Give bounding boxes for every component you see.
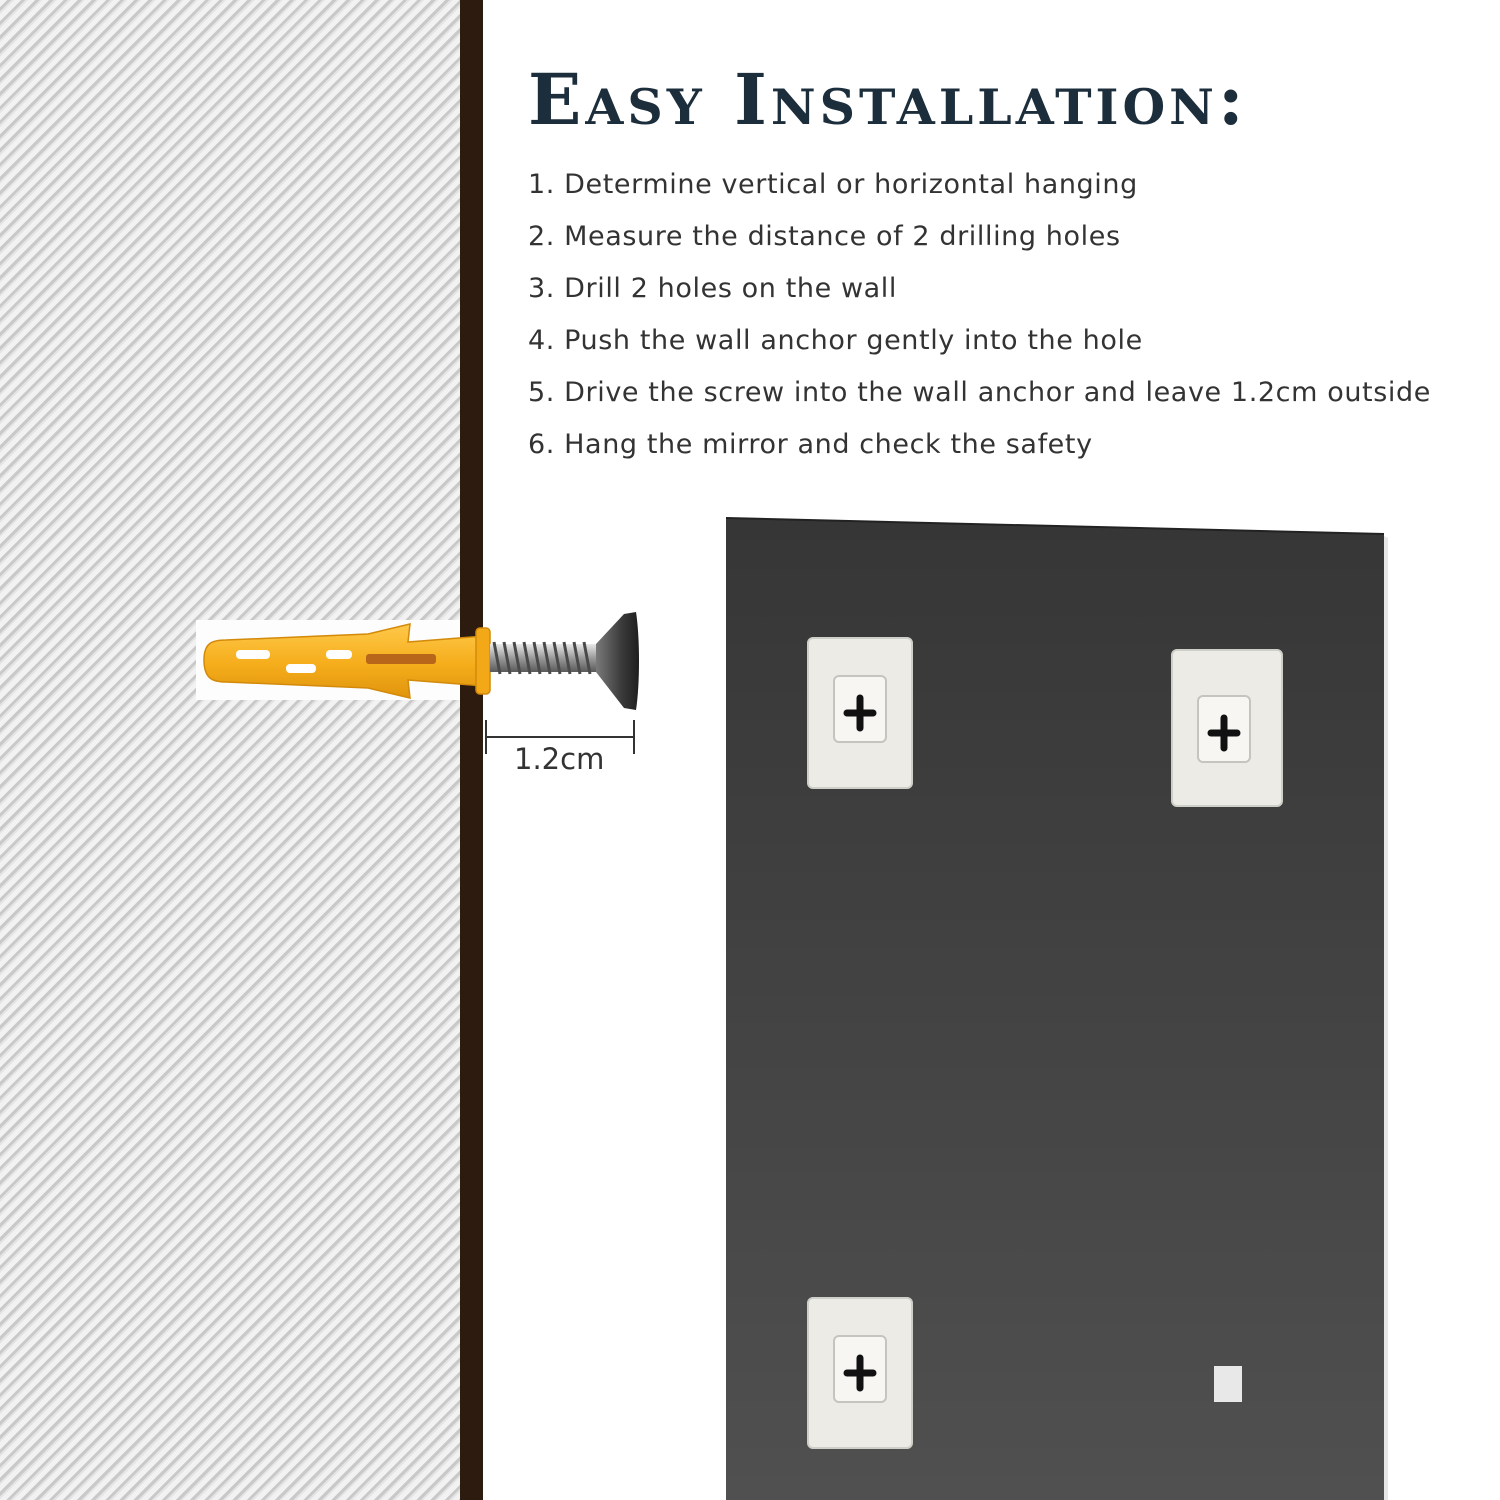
adhesive-pad-icon	[1214, 1366, 1242, 1402]
step-4: 4. Push the wall anchor gently into the hole	[528, 325, 1143, 356]
keyhole-hanger-icon	[1172, 650, 1282, 806]
keyhole-hanger-icon	[808, 1298, 912, 1448]
step-6: 6. Hang the mirror and check the safety	[528, 429, 1093, 460]
mirror-back-illustration	[720, 510, 1400, 1500]
wall-anchor-icon	[196, 620, 490, 700]
installation-steps	[528, 164, 1431, 476]
page-title: Easy Installation:	[528, 58, 1248, 141]
step-3: 3. Drill 2 holes on the wall	[528, 273, 898, 304]
step-2: 2. Measure the distance of 2 drilling holes	[528, 221, 1121, 252]
screw-icon	[490, 612, 639, 710]
step-1: 1. Determine vertical or horizontal hanging	[528, 169, 1138, 200]
step-5: 5. Drive the screw into the wall anchor and leave 1.2cm outside	[528, 377, 1431, 408]
anchor-screw-illustration	[196, 598, 656, 758]
keyhole-hanger-icon	[808, 638, 912, 788]
measurement-label: 1.2cm	[514, 742, 605, 776]
